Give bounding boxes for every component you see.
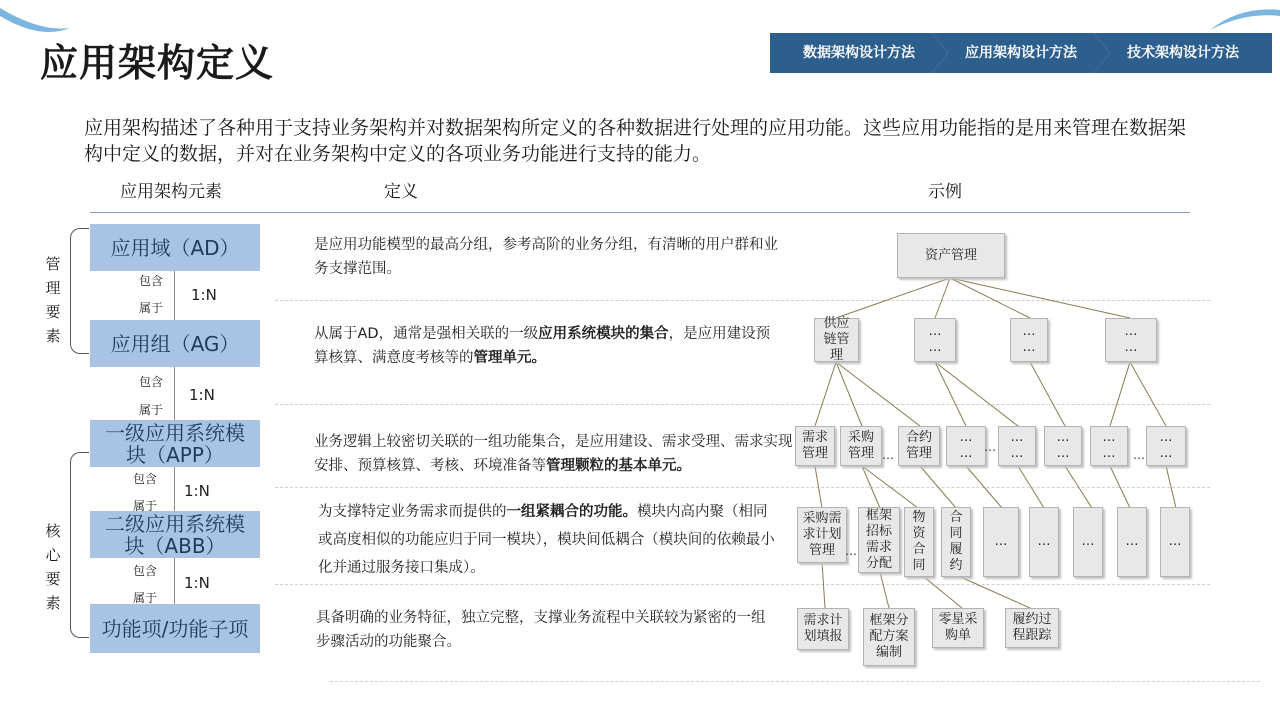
- tree-node-label: … …: [1022, 324, 1036, 355]
- element-label: 功能项/功能子项: [101, 616, 249, 641]
- nav-label: 数据架构设计方法: [803, 45, 915, 61]
- element-label: 应用组（AG）: [110, 331, 240, 356]
- tree-node-label: 合同履约: [949, 510, 963, 573]
- tree-node-label: 资产管理: [924, 247, 977, 263]
- tree-node-label: 供应链管理: [823, 316, 850, 363]
- definition-emphasis: 一组紧耦合的功能。: [506, 504, 637, 520]
- tree-node-label: 框架招标需求分配: [865, 508, 892, 571]
- tree-node-level4: [863, 608, 915, 666]
- header-divider: [90, 212, 1190, 213]
- core-bracket: [70, 452, 89, 638]
- tree-node-level4: [797, 608, 849, 650]
- definition-text: 从属于AD，通常是强相关联的一级: [314, 326, 539, 342]
- definition-emphasis: 管理颗粒的基本单元。: [546, 458, 691, 474]
- tree-node-level2: [1146, 426, 1186, 466]
- definition-emphasis: 应用系统模块的集合: [538, 326, 669, 342]
- element-app-module: [90, 420, 260, 467]
- tree-node-label: … …: [1010, 430, 1024, 461]
- relation-contains: 包含: [133, 564, 158, 578]
- tree-node-level3: [1029, 507, 1059, 577]
- tree-ellipsis: …: [882, 448, 894, 462]
- tree-node-label: 采购管理: [847, 430, 874, 461]
- tree-node-level1: [1010, 318, 1048, 362]
- element-abb-module: [90, 511, 260, 558]
- relation-ratio: 1:N: [184, 482, 210, 500]
- row-divider: [330, 681, 1260, 682]
- tree-node-level3: [1073, 507, 1103, 577]
- definition-app: [314, 430, 794, 478]
- element-application-domain: [90, 224, 260, 271]
- relation-belongs: 属于: [139, 301, 164, 315]
- tree-node-label: … …: [1159, 430, 1173, 461]
- intro-paragraph: 应用架构描述了各种用于支持业务架构并对数据架构所定义的各种数据进行处理的应用功能。这些应用功能指的是用来管理在数据架构中定义的数据，并对在业务架构中定义的各项业务功能进行支持的能力。: [84, 117, 1187, 165]
- management-bracket: [70, 228, 89, 354]
- relation-ratio: 1:N: [189, 386, 215, 404]
- column-header-definition: 定义: [384, 182, 418, 202]
- tree-node-label: … …: [1102, 430, 1116, 461]
- definition-emphasis: 管理单元。: [473, 350, 546, 366]
- element-label: 二级应用系统模块（ABB）: [105, 511, 245, 558]
- definition-text: 模块内高内聚（相同或高度相似的功能应归于同一模块），模块间低耦合（模块间的依赖最小化并通过服务接口集成）。: [318, 504, 775, 576]
- tree-node-level3: [797, 507, 847, 563]
- page-title: 应用架构定义: [40, 41, 275, 85]
- relation-ratio: 1:N: [184, 574, 210, 592]
- tree-node-level3: [904, 507, 934, 577]
- tree-node-label: …: [994, 534, 1008, 549]
- tree-node-level2: [998, 426, 1036, 466]
- tree-node-level2: [795, 426, 835, 466]
- element-connector: [174, 271, 175, 320]
- tree-node-level2: [898, 426, 940, 466]
- tree-node-level4: [932, 608, 984, 648]
- definition-text: 是应用功能模型的最高分组，参考高阶的业务分组，有清晰的用户群和业务支撑范围。: [314, 237, 778, 277]
- tree-node-label: …: [1081, 534, 1095, 549]
- tree-node-label: … …: [1056, 430, 1070, 461]
- tree-ellipsis: …: [984, 440, 996, 454]
- tree-ellipsis: …: [845, 544, 857, 558]
- definition-abb: [318, 498, 776, 582]
- element-connector: [174, 558, 175, 604]
- definition-text: 具备明确的业务特征，独立完整，支撑业务流程中关联较为紧密的一组步骤活动的功能聚合。: [316, 610, 766, 650]
- relation-contains: 包含: [139, 274, 164, 288]
- tree-node-root: [897, 233, 1005, 278]
- tree-ellipsis: …: [1133, 448, 1145, 462]
- tree-node-level3: [1160, 507, 1190, 577]
- tree-node-label: 框架分配方案编制: [869, 613, 909, 660]
- relation-belongs: 属于: [133, 591, 158, 605]
- tree-node-level1: [914, 318, 956, 362]
- tree-node-label: …: [1168, 534, 1182, 549]
- tree-node-label: 需求计划填报: [803, 613, 843, 644]
- tree-node-level2: [1090, 426, 1128, 466]
- nav-label: 技术架构设计方法: [1127, 45, 1239, 61]
- element-label: 应用域（AD）: [110, 235, 240, 260]
- element-connector: [174, 467, 175, 511]
- definition-ad: [314, 233, 784, 281]
- tree-node-label: … …: [1124, 324, 1138, 355]
- tree-node-level2: [1044, 426, 1082, 466]
- tree-node-level4: [1005, 608, 1059, 648]
- tree-node-level3: [941, 507, 971, 577]
- side-label-management: [44, 250, 62, 350]
- tree-node-label: 合约管理: [905, 430, 932, 461]
- tree-node-label: …: [1037, 534, 1051, 549]
- nav-data-architecture[interactable]: [770, 33, 948, 73]
- definition-text: 为支撑特定业务需求而提供的: [318, 504, 507, 520]
- side-label-text: 管 理 要 素: [45, 255, 61, 345]
- column-header-example: 示例: [928, 182, 962, 202]
- tree-node-label: … …: [959, 430, 973, 461]
- definition-ag: [314, 322, 784, 370]
- tree-node-label: 采购需求计划管理: [802, 511, 842, 558]
- column-header-elements: 应用架构元素: [120, 182, 222, 202]
- element-application-group: [90, 320, 260, 367]
- side-label-core: [44, 517, 62, 617]
- tree-node-label: … …: [928, 324, 942, 355]
- definition-text: 业务逻辑上较密切关联的一组功能集合，是应用建设、需求受理、需求实现安排、预算核算、考核、环境准备等: [314, 434, 793, 474]
- nav-application-architecture[interactable]: [932, 33, 1110, 73]
- element-label: 一级应用系统模块（APP）: [105, 420, 245, 467]
- definition-text: ，是应用建设预算核算、满意度考核等的: [314, 326, 771, 366]
- tree-node-level2: [946, 426, 986, 466]
- element-function-item: [90, 604, 260, 653]
- relation-contains: 包含: [139, 375, 164, 389]
- relation-contains: 包含: [133, 472, 158, 486]
- nav-label: 应用架构设计方法: [965, 45, 1077, 61]
- tree-node-level3: [983, 507, 1019, 577]
- tree-node-label: 需求管理: [801, 430, 828, 461]
- tree-node-label: 物资合同: [912, 510, 926, 573]
- tree-node-label: 履约过程跟踪: [1012, 612, 1052, 643]
- relation-belongs: 属于: [139, 403, 164, 417]
- side-label-text: 核 心 要 素: [45, 522, 61, 612]
- tree-node-level1: [1105, 318, 1157, 362]
- tree-node-label: …: [1125, 534, 1139, 549]
- tree-node-level3: [858, 507, 900, 573]
- element-connector: [174, 367, 175, 420]
- tree-node-level3: [1117, 507, 1147, 577]
- nav-technical-architecture[interactable]: [1094, 33, 1272, 73]
- relation-belongs: 属于: [133, 499, 158, 513]
- tree-node-level1: [814, 318, 859, 362]
- definition-function: [316, 606, 776, 654]
- relation-ratio: 1:N: [191, 286, 217, 304]
- tree-node-label: 零星采购单: [938, 612, 978, 643]
- tree-node-level2: [840, 426, 882, 466]
